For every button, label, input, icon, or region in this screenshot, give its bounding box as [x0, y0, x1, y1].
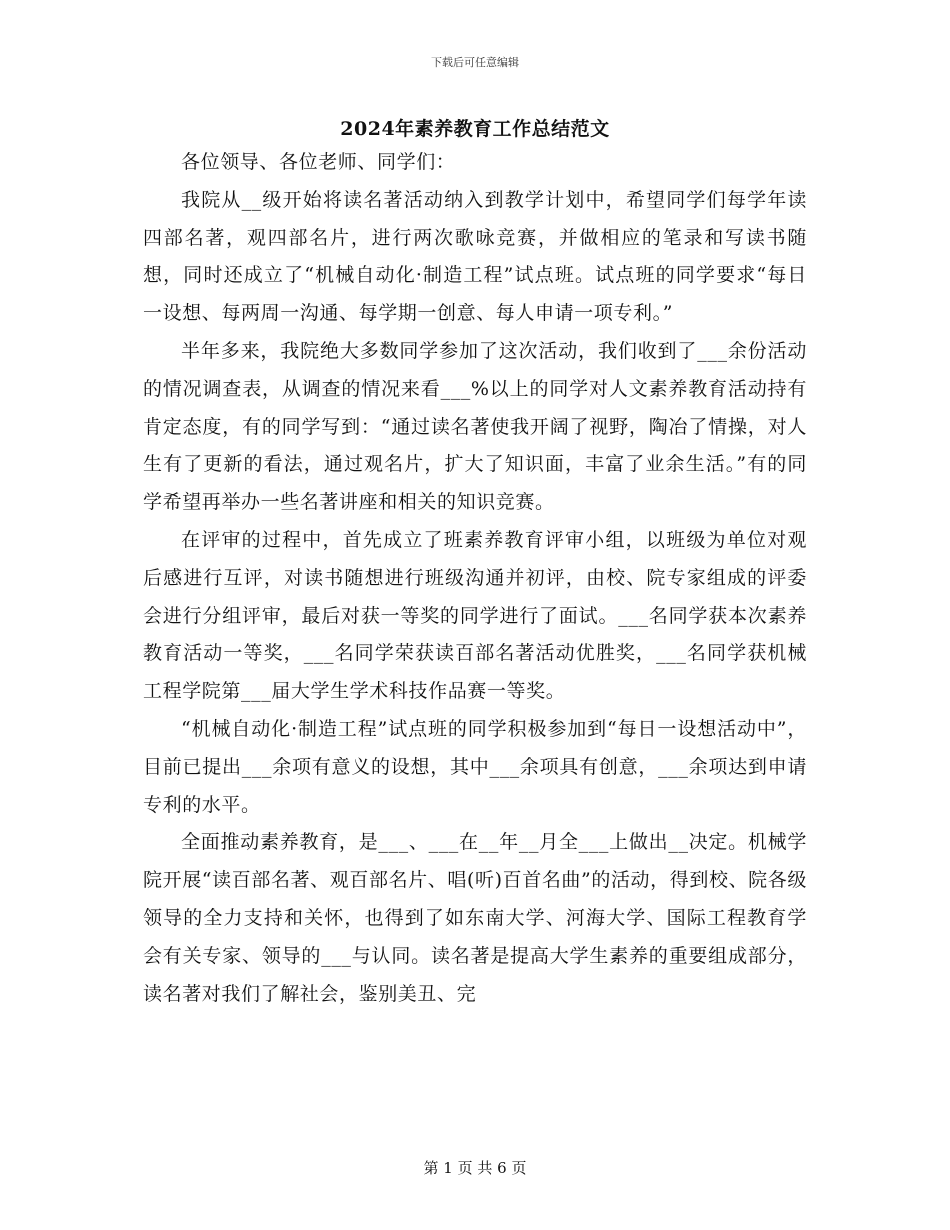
- paragraph-3: 在评审的过程中，首先成立了班素养教育评审小组，以班级为单位对观后感进行互评，对读书随想进行班级沟通并初评，由校、院专家组成的评委会进行分组评审，最后对获一等奖的同学进行了面试。___名同学获本次素养教育活动一等奖，___名同学荣获读百部名著活动优胜奖，___名同学获机械工程学院第___届大学生学术科技作品赛一等奖。: [143, 528, 807, 703]
- document-title: 2024年素养教育工作总结范文: [340, 118, 610, 140]
- document-body: [143, 144, 807, 1013]
- page-number: 第 1 页 共 6 页: [423, 1159, 527, 1177]
- paragraph-2: 半年多来，我院绝大多数同学参加了这次活动，我们收到了___余份活动的情况调查表，从调查的情况来看___%以上的同学对人文素养教育活动持有肯定态度，有的同学写到：“通过读名著使我开阔了视野，陶冶了情操，对人生有了更新的看法，通过观名片，扩大了知识面，丰富了业余生活。”有的同学希望再举办一些名著讲座和相关的知识竞赛。: [143, 339, 807, 514]
- paragraph-1: 我院从__级开始将读名著活动纳入到教学计划中，希望同学们每学年读四部名著，观四部名片，进行两次歌咏竞赛，并做相应的笔录和写读书随想，同时还成立了“机械自动化·制造工程”试点班。试点班的同学要求“每日一设想、每两周一沟通、每学期一创意、每人申请一项专利。”: [143, 188, 807, 325]
- paragraph-5: 全面推动素养教育，是___、___在__年__月全___上做出__决定。机械学院开展“读百部名著、观百部名片、唱(听)百首名曲”的活动，得到校、院各级领导的全力支持和关怀，也得到了如东南大学、河海大学、国际工程教育学会有关专家、领导的___与认同。读名著是提高大学生素养的重要组成部分，读名著对我们了解社会，鉴别美丑、完: [143, 831, 807, 1005]
- paragraph-4: “机械自动化·制造工程”试点班的同学积极参加到“每日一设想活动中”，目前已提出___余项有意义的设想，其中___余项具有创意，___余项达到申请专利的水平。: [143, 717, 807, 816]
- page-header-note: 下载后可任意编辑: [431, 56, 519, 69]
- paragraph-salutation: 各位领导、各位老师、同学们：: [181, 151, 456, 173]
